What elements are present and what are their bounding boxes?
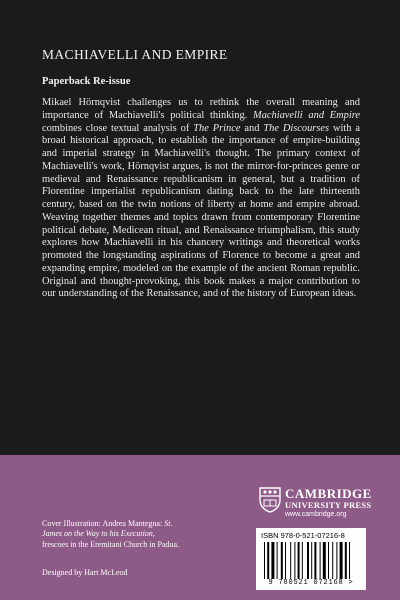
- blurb-text-1: Mikael Hörnqvist challenges us to rethink the overall meaning and importance of Machiavelli's political thinking.: [42, 97, 360, 121]
- barcode-bar: [290, 542, 291, 579]
- cover-credits: [42, 519, 182, 550]
- painting-title: St. James on the Way to his Execution: [42, 519, 173, 539]
- blurb-prince-title: The Prince: [193, 122, 241, 134]
- book-title: MACHIAVELLI AND EMPIRE: [42, 47, 228, 62]
- barcode-bar: [349, 542, 350, 579]
- barcode-bar: [332, 542, 333, 579]
- edition-label: Paperback Re-issue: [42, 76, 131, 87]
- barcode-digits: 9 780521 072168 >: [268, 579, 354, 587]
- barcode-bar: [264, 542, 265, 579]
- designer-credit: Designed by Hart McLeod: [42, 568, 128, 577]
- blurb-discourses-title: The Discourses: [263, 122, 330, 134]
- barcode-bar: [267, 542, 269, 579]
- book-blurb: [42, 97, 360, 301]
- barcode-bar: [271, 542, 274, 579]
- blurb-and: and: [240, 122, 264, 134]
- blurb-book-title: Machiavelli and Empire: [253, 109, 360, 121]
- barcode-bar: [336, 542, 337, 579]
- barcode: [256, 528, 366, 590]
- barcode-bar: [320, 542, 321, 579]
- barcode-bar: [311, 542, 312, 579]
- barcode-bar: [294, 542, 295, 579]
- isbn-label: ISBN 978-0-521-07216-8: [261, 531, 345, 540]
- barcode-bar: [314, 542, 316, 579]
- blurb-text-2: combines close textual analysis of: [42, 122, 194, 134]
- cambridge-shield-icon: [259, 487, 281, 513]
- publisher-logo: [259, 487, 372, 519]
- barcode-bar: [328, 542, 329, 579]
- barcode-bar: [307, 542, 309, 579]
- barcode-bars: [264, 542, 358, 579]
- blurb-text-3: with a broad historical approach, to establish the importance of empire-building and imperial strategy in Machiavelli's thought. The primary context of Machiavelli's work, Hörnqvist argues, is not the mirror-for-princes genre or medieval and Renaissance republicanism in general, but a tradition of Florentine imperialist republicanism dating back to the late thirteenth century, based on the twin notions of liberty at home and empire abroad. Weaving together themes and topics drawn from contemporary Florentine political debate, Medicean ritual, and Renaissance triumphalism, this study explores how Machiavelli in his chancery writings and theoretical works promoted the longstanding aspirations of Florence to become a great and expanding empire, modeled on the example of the ancient Roman republic. Original and thought-provoking, this book makes a major contribution to our understanding of the Renaissance, and of the history of European ideas.: [42, 122, 360, 300]
- barcode-bar: [281, 542, 283, 579]
- publisher-subname: UNIVERSITY PRESS: [285, 500, 372, 510]
- barcode-bar: [323, 542, 326, 579]
- publisher-url: www.cambridge.org: [285, 511, 347, 518]
- barcode-bar: [285, 542, 286, 579]
- barcode-bar: [298, 542, 300, 579]
- barcode-bar: [345, 542, 347, 579]
- barcode-bar: [277, 542, 278, 579]
- publisher-name: CAMBRIDGE: [285, 486, 372, 501]
- credit-suffix: , frescoes in the Eremitani Church in Padua.: [42, 529, 180, 549]
- barcode-bar: [302, 542, 303, 579]
- barcode-bar: [340, 542, 343, 579]
- credit-prefix: Cover Illustration: Andrea Mantegna:: [42, 519, 165, 528]
